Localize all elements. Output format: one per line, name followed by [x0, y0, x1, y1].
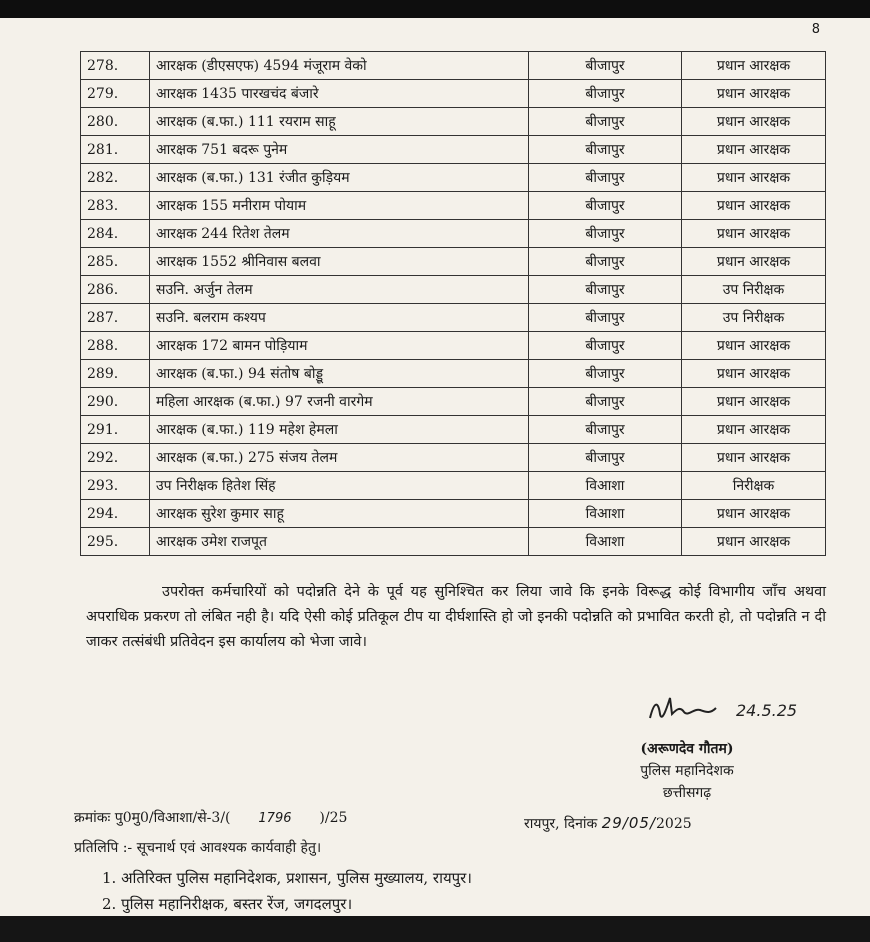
table-row — [81, 416, 826, 444]
rank-cell: प्रधान आरक्षक — [682, 248, 826, 276]
name-cell: आरक्षक 751 बदरू पुनेम — [150, 136, 529, 164]
serial-cell: 294. — [81, 500, 150, 528]
place-prefix: रायपुर, दिनांक — [524, 816, 598, 832]
rank-cell: प्रधान आरक्षक — [682, 500, 826, 528]
serial-cell: 284. — [81, 220, 150, 248]
rank-cell: उप निरीक्षक — [682, 304, 826, 332]
district-cell: बीजापुर — [529, 136, 682, 164]
name-cell: उप निरीक्षक हितेश सिंह — [150, 472, 529, 500]
table-row — [81, 500, 826, 528]
district-cell: बीजापुर — [529, 220, 682, 248]
officer-state: छत्तीसगढ़ — [662, 785, 712, 801]
name-cell: आरक्षक 1552 श्रीनिवास बलवा — [150, 248, 529, 276]
table-row — [81, 332, 826, 360]
district-cell: बीजापुर — [529, 52, 682, 80]
handwritten-date: 29/05/ — [601, 814, 656, 832]
district-cell: बीजापुर — [529, 192, 682, 220]
table-row — [81, 192, 826, 220]
name-cell: आरक्षक (ब.फा.) 94 संतोष बोड्डू — [150, 360, 529, 388]
reference-number — [74, 808, 347, 827]
rank-cell: प्रधान आरक्षक — [682, 108, 826, 136]
serial-cell: 289. — [81, 360, 150, 388]
name-cell: आरक्षक सुरेश कुमार साहू — [150, 500, 529, 528]
reference-suffix: )/25 — [319, 810, 348, 826]
name-cell: आरक्षक 1435 पारखचंद बंजारे — [150, 80, 529, 108]
rank-cell: प्रधान आरक्षक — [682, 164, 826, 192]
copy-item-2: 2. पुलिस महानिरीक्षक, बस्तर रेंज, जगदलपुर। — [102, 895, 353, 913]
table-row — [81, 360, 826, 388]
copy-label: प्रतिलिपि :- सूचनार्थ एवं आवश्यक कार्यवाही हेतु। — [74, 840, 322, 856]
instruction-paragraph — [86, 580, 826, 655]
serial-cell: 286. — [81, 276, 150, 304]
rank-cell: प्रधान आरक्षक — [682, 332, 826, 360]
serial-cell: 288. — [81, 332, 150, 360]
table-row — [81, 304, 826, 332]
name-cell: आरक्षक उमेश राजपूत — [150, 528, 529, 556]
district-cell: बीजापुर — [529, 388, 682, 416]
district-cell: बीजापुर — [529, 164, 682, 192]
officer-block — [612, 738, 762, 804]
serial-cell: 280. — [81, 108, 150, 136]
place-date — [524, 814, 692, 833]
name-cell: आरक्षक 155 मनीराम पोयाम — [150, 192, 529, 220]
document-page — [0, 18, 870, 916]
rank-cell: प्रधान आरक्षक — [682, 220, 826, 248]
table-row — [81, 164, 826, 192]
rank-cell: प्रधान आरक्षक — [682, 136, 826, 164]
table-row — [81, 220, 826, 248]
rank-cell: प्रधान आरक्षक — [682, 388, 826, 416]
name-cell: आरक्षक (डीएसएफ) 4594 मंजूराम वेको — [150, 52, 529, 80]
video-bottom-bar — [0, 916, 870, 942]
district-cell: बीजापुर — [529, 276, 682, 304]
reference-prefix: क्रमांकः पु0मु0/विआशा/से-3/( — [74, 810, 231, 826]
district-cell: विआशा — [529, 472, 682, 500]
officer-name: (अरूणदेव गौतम) — [640, 741, 734, 757]
page-number: 8 — [811, 22, 820, 37]
district-cell: बीजापुर — [529, 108, 682, 136]
serial-cell: 295. — [81, 528, 150, 556]
name-cell: महिला आरक्षक (ब.फा.) 97 रजनी वारगेम — [150, 388, 529, 416]
rank-cell: निरीक्षक — [682, 472, 826, 500]
serial-cell: 283. — [81, 192, 150, 220]
table-row — [81, 52, 826, 80]
serial-cell: 282. — [81, 164, 150, 192]
promotion-table — [80, 51, 826, 556]
serial-cell: 292. — [81, 444, 150, 472]
date-year: 2025 — [656, 816, 692, 832]
table-row — [81, 444, 826, 472]
district-cell: विआशा — [529, 528, 682, 556]
signature — [640, 684, 820, 734]
video-top-bar — [0, 0, 870, 18]
district-cell: बीजापुर — [529, 332, 682, 360]
rank-cell: प्रधान आरक्षक — [682, 52, 826, 80]
table-row — [81, 472, 826, 500]
district-cell: बीजापुर — [529, 416, 682, 444]
name-cell: सउनि. बलराम कश्यप — [150, 304, 529, 332]
table-row — [81, 136, 826, 164]
name-cell: आरक्षक (ब.फा.) 275 संजय तेलम — [150, 444, 529, 472]
officer-designation: पुलिस महानिदेशक — [640, 763, 734, 779]
serial-cell: 291. — [81, 416, 150, 444]
serial-cell: 290. — [81, 388, 150, 416]
serial-cell: 278. — [81, 52, 150, 80]
table-row — [81, 388, 826, 416]
name-cell: आरक्षक (ब.फा.) 111 रयराम साहू — [150, 108, 529, 136]
table-row — [81, 276, 826, 304]
name-cell: आरक्षक 244 रितेश तेलम — [150, 220, 529, 248]
rank-cell: प्रधान आरक्षक — [682, 444, 826, 472]
name-cell: आरक्षक (ब.फा.) 131 रंजीत कुड़ियम — [150, 164, 529, 192]
paragraph-text: उपरोक्त कर्मचारियों को पदोन्नति देने के पूर्व यह सुनिश्चित कर लिया जावे कि इनके विरूद्ध कोई विभागीय जाँच अथवा अपराधिक प्रकरण तो लंबित नही है। यदि ऐसी कोई प्रतिकूल टीप या दीर्घशास्ति हो जो इनकी पदोन्नति को प्रभावित करती हो, तो पदोन्नति न दी जाकर तत्संबंधी प्रतिवेदन इस कार्यालय को भेजा जावे। — [86, 584, 826, 650]
rank-cell: प्रधान आरक्षक — [682, 192, 826, 220]
table-row — [81, 80, 826, 108]
table-row — [81, 248, 826, 276]
name-cell: आरक्षक 172 बामन पोड़ियाम — [150, 332, 529, 360]
reference-handwritten-number: 1796 — [258, 811, 292, 826]
district-cell: विआशा — [529, 500, 682, 528]
serial-cell: 281. — [81, 136, 150, 164]
district-cell: बीजापुर — [529, 360, 682, 388]
table-row — [81, 108, 826, 136]
signature-date: 24.5.25 — [736, 701, 798, 720]
rank-cell: प्रधान आरक्षक — [682, 360, 826, 388]
rank-cell: उप निरीक्षक — [682, 276, 826, 304]
table-row — [81, 528, 826, 556]
serial-cell: 279. — [81, 80, 150, 108]
district-cell: बीजापुर — [529, 80, 682, 108]
serial-cell: 285. — [81, 248, 150, 276]
rank-cell: प्रधान आरक्षक — [682, 416, 826, 444]
name-cell: आरक्षक (ब.फा.) 119 महेश हेमला — [150, 416, 529, 444]
serial-cell: 287. — [81, 304, 150, 332]
copy-item-1: 1. अतिरिक्त पुलिस महानिदेशक, प्रशासन, पुलिस मुख्यालय, रायपुर। — [102, 869, 472, 887]
district-cell: बीजापुर — [529, 248, 682, 276]
serial-cell: 293. — [81, 472, 150, 500]
rank-cell: प्रधान आरक्षक — [682, 528, 826, 556]
rank-cell: प्रधान आरक्षक — [682, 80, 826, 108]
district-cell: बीजापुर — [529, 304, 682, 332]
name-cell: सउनि. अर्जुन तेलम — [150, 276, 529, 304]
district-cell: बीजापुर — [529, 444, 682, 472]
